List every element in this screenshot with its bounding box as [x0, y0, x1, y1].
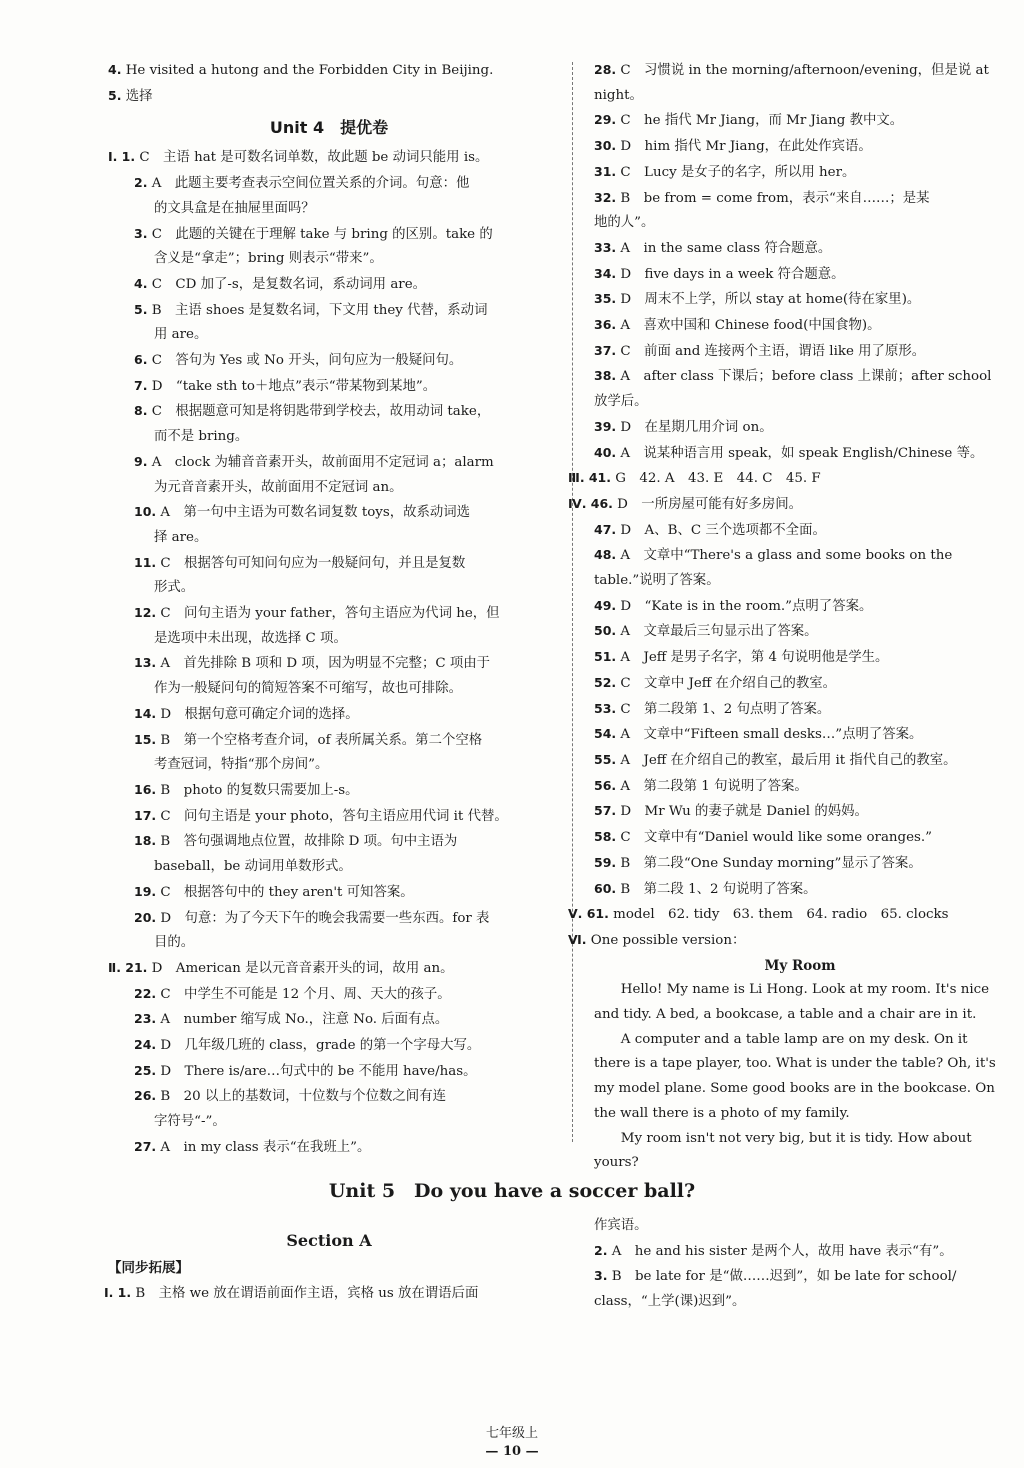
- answer-text: A clock 为辅音音素开头，故前面用不定冠词 a；alarm: [151, 454, 494, 470]
- answer-text: C 第二段第 1、2 句点明了答案。: [620, 701, 831, 717]
- answer-line: [108, 450, 550, 476]
- answer-line: [568, 466, 1006, 492]
- answer-line: [108, 145, 550, 171]
- answer-line: [594, 313, 1006, 339]
- answer-text: A 文章中“Fifteen small desks…”点明了答案。: [620, 727, 923, 743]
- answer-line: [594, 1290, 1006, 1315]
- answer-line: [594, 1264, 1006, 1290]
- answer-line: [108, 247, 550, 272]
- unit4-answers-left: [108, 145, 550, 1160]
- answer-text: C 习惯说 in the morning/afternoon/evening，但是说 at: [620, 63, 989, 78]
- question-number: 61.: [586, 906, 609, 922]
- answer-text: C 根据答句中的 they aren't 可知答案。: [160, 884, 414, 900]
- answer-line: [108, 880, 550, 906]
- answer-line: [108, 84, 550, 110]
- section-roman: Ⅴ.: [568, 906, 583, 922]
- question-number: 31.: [594, 163, 617, 179]
- question-number: 15.: [134, 731, 157, 747]
- answer-line: [108, 778, 550, 804]
- question-number: 52.: [594, 674, 617, 690]
- question-number: 1.: [121, 149, 136, 165]
- question-number: 19.: [134, 883, 157, 899]
- answer-text: D 周末不上学，所以 stay at home(待在家里)。: [620, 292, 921, 308]
- grade-label: 七年级上: [485, 1426, 538, 1441]
- answer-line: [594, 262, 1006, 288]
- question-number: 59.: [594, 854, 617, 870]
- answer-text: C 根据答句可知问句应为一般疑问句，并且是复数: [160, 555, 466, 571]
- answer-text: G 42. A 43. E 44. C 45. F: [615, 471, 821, 487]
- answer-text: C 答句为 Yes 或 No 开头，问句应为一般疑问句。: [151, 353, 463, 369]
- answer-text: A 第二段第 1 句说明了答案。: [620, 778, 808, 794]
- answer-text: 目的。: [154, 935, 195, 951]
- answer-line: [594, 799, 1006, 825]
- answer-line: [108, 576, 550, 601]
- answer-line: [594, 84, 1006, 109]
- answer-line: [108, 829, 550, 855]
- answer-line: [594, 339, 1006, 365]
- answer-line: [568, 902, 1006, 928]
- answer-line: [104, 1281, 550, 1307]
- answer-line: [594, 722, 1006, 748]
- answer-line: [108, 272, 550, 298]
- unit4-title: Unit 4 提优卷: [269, 118, 389, 138]
- question-number: 57.: [594, 803, 617, 819]
- answer-text: A 喜欢中国和 Chinese food(中国食物)。: [620, 318, 881, 334]
- answer-line: [108, 931, 550, 956]
- question-number: 38.: [594, 368, 617, 384]
- answer-line: [108, 323, 550, 348]
- answer-line: [594, 1239, 1006, 1265]
- left-column: [108, 58, 550, 1161]
- answer-text: 择 are。: [154, 529, 208, 545]
- sync-expansion-title: 【同步拓展】: [108, 1260, 189, 1276]
- answer-text: 作宾语。: [594, 1218, 648, 1233]
- question-number: 2.: [594, 1242, 608, 1258]
- answer-text: 字符号“-”。: [154, 1114, 226, 1130]
- answer-text: C Lucy 是女子的名字，所以用 her。: [620, 164, 856, 180]
- question-number: 17.: [134, 807, 157, 823]
- unit5-right-column: [594, 1214, 1006, 1315]
- question-number: 33.: [594, 239, 617, 255]
- answer-text: A after class 下课后；before class 上课前；after school: [620, 369, 992, 385]
- answer-text: B be late for 是“做……迟到”，如 be late for school/: [611, 1269, 957, 1285]
- answer-text: A 此题主要考查表示空间位置关系的介词。句意：他: [151, 176, 470, 192]
- answer-line: [594, 671, 1006, 697]
- section-roman: Ⅰ.: [104, 1284, 114, 1300]
- answer-line: [108, 551, 550, 577]
- answer-text: C 主语 hat 是可数名词单数，故此题 be 动词只能用 is。: [139, 150, 489, 166]
- question-number: 35.: [594, 291, 617, 307]
- answer-text: 而不是 bring。: [154, 429, 249, 445]
- question-number: 46.: [590, 495, 613, 511]
- answer-text: B 主格 we 放在谓语前面作主语，宾格 us 放在谓语后面: [135, 1285, 479, 1301]
- question-number: 50.: [594, 623, 617, 639]
- unit5-answers-left: [104, 1281, 550, 1307]
- answer-line: [594, 415, 1006, 441]
- question-number: 14.: [134, 705, 157, 721]
- answer-line: [594, 877, 1006, 903]
- answer-line: [108, 1084, 550, 1110]
- question-number: 51.: [594, 649, 617, 665]
- answer-text: A 说某种语言用 speak，如 speak English/Chinese 等。: [620, 445, 984, 461]
- answer-line: [108, 728, 550, 754]
- answer-text: 作为一般疑问句的简短答案不可缩写，故也可排除。: [154, 681, 462, 697]
- essay-paragraph: A computer and a table lamp are on my desk. On it there is a tape player, too. What is under the table? Oh, it's my model plane. Some good books are in the bookcase. On the wall there is a photo of my family.: [594, 1031, 996, 1121]
- answer-text: B photo 的复数只需要加上-s。: [160, 782, 359, 798]
- answer-line: [108, 374, 550, 400]
- question-number: 18.: [134, 833, 157, 849]
- answer-text: D A、B、C 三个选项都不全面。: [620, 522, 826, 538]
- answer-line: [594, 594, 1006, 620]
- answer-text: C 文章中 Jeff 在介绍自己的教室。: [620, 675, 837, 691]
- answer-line: [568, 492, 1006, 518]
- answer-line: [594, 645, 1006, 671]
- answer-text: B 主语 shoes 是复数名词，下文用 they 代替，系动词: [151, 302, 488, 318]
- answer-line: [594, 748, 1006, 774]
- question-number: 49.: [594, 597, 617, 613]
- answer-text: table.”说明了答案。: [594, 573, 720, 589]
- answer-text: C 前面 and 连接两个主语，谓语 like 用了原形。: [620, 343, 926, 359]
- answer-text: C he 指代 Mr Jiang，而 Mr Jiang 教中文。: [620, 113, 904, 129]
- answer-line: [108, 906, 550, 932]
- question-number: 60.: [594, 880, 617, 896]
- answer-text: B 第二段“One Sunday morning”显示了答案。: [620, 855, 922, 871]
- answer-text: 放学后。: [594, 394, 648, 410]
- section-roman: Ⅵ.: [568, 931, 587, 947]
- answer-text: 是选项中未出现，故选择 C 项。: [154, 630, 347, 646]
- question-number: 22.: [134, 985, 157, 1001]
- answer-line: [594, 697, 1006, 723]
- question-number: 30.: [594, 138, 617, 154]
- answer-line: [594, 543, 1006, 569]
- question-number: 12.: [134, 605, 157, 621]
- question-number: 32.: [594, 189, 617, 205]
- answer-text: D 几年级几班的 class，grade 的第一个字母大写。: [160, 1038, 481, 1054]
- answer-text: 选择: [125, 88, 153, 104]
- answer-line: [594, 619, 1006, 645]
- section-roman: Ⅰ.: [108, 149, 118, 165]
- answer-text: D him 指代 Mr Jiang，在此处作宾语。: [620, 139, 872, 155]
- answer-text: D 在星期几用介词 on。: [620, 419, 773, 435]
- answer-text: D “Kate is in the room.”点明了答案。: [620, 598, 873, 614]
- answer-text: A Jeff 在介绍自己的教室，最后用 it 指代自己的教室。: [620, 752, 957, 768]
- page-number: — 10 —: [485, 1444, 539, 1459]
- answer-text: night。: [594, 87, 643, 103]
- question-number: 6.: [134, 352, 148, 368]
- essay-paragraph: Hello! My name is Li Hong. Look at my room. It's nice and tidy. A bed, a bookcase, a table and a chair are in it.: [594, 982, 990, 1023]
- answer-line: [594, 851, 1006, 877]
- answer-text: C 根据题意可知是将钥匙带到学校去，故用动词 take，: [151, 404, 491, 420]
- question-number: 4.: [134, 275, 148, 291]
- unit5-title: Unit 5 Do you have a soccer ball?: [328, 1180, 696, 1202]
- answer-text: B 20 以上的基数词，十位数与个位数之间有连: [160, 1089, 446, 1105]
- question-number: 5.: [134, 301, 148, 317]
- answer-text: 地的人”。: [594, 215, 655, 231]
- right-column: [568, 58, 1006, 1176]
- answer-text: A in the same class 符合题意。: [620, 240, 832, 256]
- answer-line: [108, 476, 550, 501]
- answer-line: [594, 1214, 1006, 1239]
- answer-text: One possible version：: [590, 932, 746, 948]
- answer-text: A 首先排除 B 项和 D 项，因为明显不完整；C 项由于: [160, 656, 491, 672]
- question-number: 34.: [594, 265, 617, 281]
- answer-line: [594, 569, 1006, 594]
- answer-text: A he and his sister 是两个人，故用 have 表示“有”。: [611, 1243, 953, 1259]
- answer-text: B 第二段 1、2 句说明了答案。: [620, 881, 817, 897]
- answer-line: [568, 928, 1006, 954]
- page-footer: [0, 1425, 1024, 1461]
- answer-line: [108, 956, 550, 982]
- answer-line: [108, 222, 550, 248]
- answer-text: 用 are。: [154, 327, 208, 343]
- answer-text: C 文章中有“Daniel would like some oranges.”: [620, 830, 933, 846]
- answer-text: A in my class 表示“在我班上”。: [160, 1139, 371, 1155]
- answer-text: B 答句强调地点位置，故排除 D 项。句中主语为: [160, 834, 458, 850]
- answer-line: [108, 348, 550, 374]
- question-number: 5.: [108, 87, 122, 103]
- answer-text: C 问句主语为 your father，答句主语应为代词 he，但: [160, 606, 500, 622]
- question-number: 26.: [134, 1088, 157, 1104]
- answer-line: [108, 58, 550, 84]
- answer-line: [108, 855, 550, 880]
- answer-text: model 62. tidy 63. them 64. radio 65. clocks: [613, 907, 949, 923]
- essay-paragraph: My room isn't not very big, but it is tidy. How about yours?: [594, 1130, 972, 1171]
- question-number: 36.: [594, 317, 617, 333]
- answer-text: C CD 加了-s，是复数名词，系动词用 are。: [151, 276, 427, 292]
- answer-line: [594, 518, 1006, 544]
- answer-line: [108, 298, 550, 324]
- answer-text: C 此题的关键在于理解 take 与 bring 的区别。take 的: [151, 226, 493, 242]
- question-number: 2.: [134, 175, 148, 191]
- answer-text: A 第一句中主语为可数名词复数 toys，故系动词选: [160, 505, 471, 521]
- answer-text: baseball，be 动词用单数形式。: [154, 859, 352, 875]
- answer-text: D “take sth to＋地点”表示“带某物到某地”。: [151, 378, 437, 394]
- answer-text: D There is/are…句式中的 be 不能用 have/has。: [160, 1063, 477, 1079]
- answer-line: [108, 804, 550, 830]
- answer-line: [108, 982, 550, 1008]
- question-number: 55.: [594, 751, 617, 767]
- question-number: 11.: [134, 554, 157, 570]
- question-number: 53.: [594, 700, 617, 716]
- answer-line: [108, 500, 550, 526]
- question-number: 8.: [134, 403, 148, 419]
- answer-line: [108, 399, 550, 425]
- question-number: 39.: [594, 418, 617, 434]
- question-number: 54.: [594, 726, 617, 742]
- answer-line: [108, 753, 550, 778]
- answer-line: [108, 425, 550, 450]
- answer-text: D 一所房屋可能有好多房间。: [617, 496, 802, 512]
- section-roman: Ⅲ.: [568, 470, 585, 486]
- answer-line: [108, 526, 550, 551]
- answer-text: D five days in a week 符合题意。: [620, 266, 845, 282]
- left-top-items: [108, 58, 550, 109]
- question-number: 56.: [594, 777, 617, 793]
- answer-line: [594, 236, 1006, 262]
- answer-line: [594, 441, 1006, 467]
- question-number: 3.: [594, 1268, 608, 1284]
- answer-line: [108, 651, 550, 677]
- answer-text: 为元音音素开头，故前面用不定冠词 an。: [154, 479, 403, 495]
- section-roman: Ⅱ.: [108, 959, 121, 975]
- answer-line: [108, 627, 550, 652]
- answer-text: 考查冠词，特指“那个房间”。: [154, 757, 329, 773]
- answer-line: [108, 702, 550, 728]
- answer-text: D 根据句意可确定介词的选择。: [160, 706, 359, 722]
- answer-line: [594, 774, 1006, 800]
- answer-text: C 问句主语是 your photo，答句主语应用代词 it 代替。: [160, 808, 508, 824]
- answer-text: A Jeff 是男子名字，第 4 句说明他是学生。: [620, 650, 889, 666]
- unit5-answers-right: [594, 1214, 1006, 1315]
- section-roman: Ⅳ.: [568, 495, 587, 511]
- answer-text: D 句意：为了今天下午的晚会我需要一些东西。for 表: [160, 910, 490, 926]
- question-number: 1.: [117, 1284, 132, 1300]
- answer-text: 含义是“拿走”；bring 则表示“带来”。: [154, 251, 383, 267]
- answer-line: [594, 134, 1006, 160]
- question-number: 21.: [125, 959, 148, 975]
- question-number: 40.: [594, 444, 617, 460]
- question-number: 58.: [594, 829, 617, 845]
- question-number: 24.: [134, 1037, 157, 1053]
- answer-text: class，“上学(课)迟到”。: [594, 1294, 746, 1310]
- answer-line: [108, 1007, 550, 1033]
- question-number: 29.: [594, 112, 617, 128]
- answer-line: [594, 211, 1006, 236]
- answer-text: A number 缩写成 No.，注意 No. 后面有点。: [160, 1012, 449, 1028]
- answer-line: [108, 1135, 550, 1161]
- question-number: 27.: [134, 1138, 157, 1154]
- answer-text: B be from = come from，表示“来自……；是某: [620, 190, 930, 206]
- answer-line: [594, 287, 1006, 313]
- answer-line: [594, 58, 1006, 84]
- answer-line: [108, 1110, 550, 1135]
- answer-line: [108, 1033, 550, 1059]
- section-title: Section A: [286, 1231, 372, 1250]
- answer-line: [108, 171, 550, 197]
- answer-text: A 文章最后三句显示出了答案。: [620, 624, 818, 640]
- question-number: 16.: [134, 781, 157, 797]
- answer-line: [594, 160, 1006, 186]
- column-divider: [572, 62, 573, 1142]
- question-number: 4.: [108, 62, 122, 77]
- answer-line: [594, 825, 1006, 851]
- question-number: 37.: [594, 342, 617, 358]
- question-number: 47.: [594, 521, 617, 537]
- question-number: 41.: [588, 470, 611, 486]
- answer-line: [108, 601, 550, 627]
- answer-line: [594, 390, 1006, 415]
- answer-text: B 第一个空格考查介词，of 表所属关系。第二个空格: [160, 732, 483, 748]
- answer-line: [108, 1059, 550, 1085]
- essay-body: [594, 978, 1006, 1176]
- question-number: 20.: [134, 909, 157, 925]
- question-number: 48.: [594, 547, 617, 563]
- answer-line: [594, 108, 1006, 134]
- answer-text: He visited a hutong and the Forbidden City in Beijing.: [125, 63, 494, 78]
- unit5-left-column: [104, 1226, 550, 1306]
- answer-text: C 中学生不可能是 12 个月、周、天大的孩子。: [160, 986, 451, 1002]
- question-number: 7.: [134, 377, 148, 393]
- answer-line: [108, 197, 550, 222]
- answer-text: 形式。: [154, 580, 195, 596]
- question-number: 3.: [134, 225, 148, 241]
- question-number: 28.: [594, 62, 617, 77]
- answer-text: A 文章中“There's a glass and some books on the: [620, 548, 953, 564]
- question-number: 23.: [134, 1011, 157, 1027]
- question-number: 9.: [134, 453, 148, 469]
- answer-text: D American 是以元音音素开头的词，故用 an。: [151, 960, 454, 976]
- question-number: 25.: [134, 1062, 157, 1078]
- essay-title: My Room: [764, 957, 836, 974]
- question-number: 13.: [134, 655, 157, 671]
- answer-text: D Mr Wu 的妻子就是 Daniel 的妈妈。: [620, 804, 868, 820]
- answer-line: [108, 677, 550, 702]
- answer-text: 的文具盒是在抽屉里面吗？: [154, 200, 315, 216]
- answer-line: [594, 186, 1006, 212]
- answer-line: [594, 364, 1006, 390]
- question-number: 10.: [134, 504, 157, 520]
- unit4-answers-right: [568, 58, 1006, 954]
